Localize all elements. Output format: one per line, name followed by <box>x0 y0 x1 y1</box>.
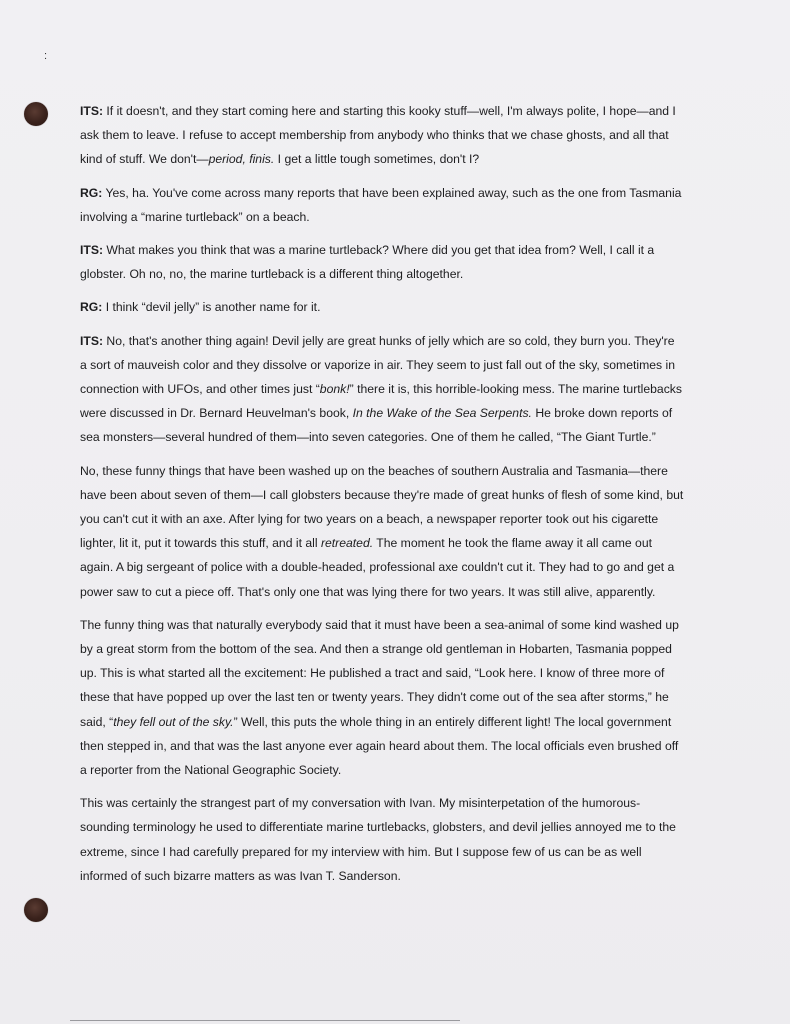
speaker-label: RG: <box>80 185 103 200</box>
punch-hole-top <box>24 102 48 126</box>
paragraph <box>80 238 684 286</box>
paragraph <box>80 99 684 172</box>
italic-text: bonk! <box>319 382 350 397</box>
punch-hole-bottom <box>24 898 48 922</box>
paragraph <box>80 329 684 450</box>
italic-text: In the Wake of the Sea Serpents. <box>352 406 532 421</box>
italic-text: retreated. <box>320 536 374 551</box>
speaker-label: ITS: <box>80 333 104 348</box>
bottom-rule <box>70 1020 460 1021</box>
document-body <box>80 99 684 897</box>
paragraph-text: If it doesn't, and they start coming here and starting this kooky stuff—well, I'm always polite, I hope—and I ask them to leave. I refuse to accept membership from anybody who thinks that we chase ghosts, and all that kind of stuff. We don't— <box>80 104 676 167</box>
paragraph-text: ” there it is, this horrible-looking mess. The marine turtlebacks were discussed in Dr. Bernard Heuvelman's book, <box>80 382 682 421</box>
paragraph-text: No, these funny things that have been washed up on the beaches of southern Australia and Tasmania—there have been about seven of them—I call globsters because they're made of great hunks of flesh of some kind, but you can't cut it with an axe. After lying for two years on a beach, a newspaper reporter took out his cigarette lighter, lit it, put it towards this stuff, and it all <box>80 463 684 551</box>
italic-text: they fell out of the sky. <box>113 714 234 729</box>
paragraph-text: The moment he took the flame away it all came out again. A big sergeant of police with a double-headed, professional axe couldn't cut it. They had to go and get a power saw to cut a piece off. That's only one that was lying there for two years. It was still alive, apparently. <box>80 536 675 599</box>
paragraph-text: I think “devil jelly” is another name for it. <box>102 300 321 315</box>
speaker-label: RG: <box>80 300 103 315</box>
paragraph-text: What makes you think that was a marine turtleback? Where did you get that idea from? Well, I call it a globster. Oh no, no, the marine turtleback is a different thing altogether. <box>80 243 655 282</box>
paragraph-text: The funny thing was that naturally everybody said that it must have been a sea-animal of some kind washed up by a great storm from the bottom of the sea. And then a strange old gentleman in Hobarten, Tasmania popped up. This is what started all the excitement: He published a tract and said, “Look here. I know of three more of these that have popped up over the last ten or twenty years. They didn't come out of the sea after storms,” he said, “ <box>80 617 679 729</box>
speaker-label: ITS: <box>80 243 104 258</box>
paragraph <box>80 181 684 229</box>
paragraph <box>80 791 684 888</box>
paragraph-text: This was certainly the strangest part of my conversation with Ivan. My misinterpetation of the humorous-sounding terminology he used to differentiate marine turtlebacks, globsters, and devil jellies annoyed me to the extreme, since I had carefully prepared for my interview with him. But I suppose few of us can be as well informed of such bizarre matters as was Ivan T. Sanderson. <box>80 796 676 883</box>
paragraph-text: ” Well, this puts the whole thing in an entirely different light! The local government then stepped in, and that was the last anyone ever again heard about them. The local officials even brushed off a reporter from the National Geographic Society. <box>80 714 679 778</box>
page-mark: : <box>44 50 48 62</box>
speaker-label: ITS: <box>80 104 104 118</box>
paragraph-text: No, that's another thing again! Devil jelly are great hunks of jelly which are so cold, they burn you. They're a sort of mauveish color and they dissolve or vaporize in air. They seem to just fall out of the sky, sometimes in connection with UFOs, and other times just “ <box>80 333 675 397</box>
paragraph <box>80 459 684 604</box>
paragraph-text: Yes, ha. You've come across many reports that have been explained away, such as the one from Tasmania involving a “marine turtleback” on a beach. <box>80 185 682 224</box>
paragraph <box>80 295 684 319</box>
paragraph-text: I get a little tough sometimes, don't I? <box>274 152 480 167</box>
paragraph <box>80 613 684 782</box>
italic-text: period, finis. <box>208 152 275 167</box>
paragraph-text: He broke down reports of sea monsters—several hundred of them—into seven categories. One of them he called, “The Giant Turtle.” <box>80 406 673 445</box>
